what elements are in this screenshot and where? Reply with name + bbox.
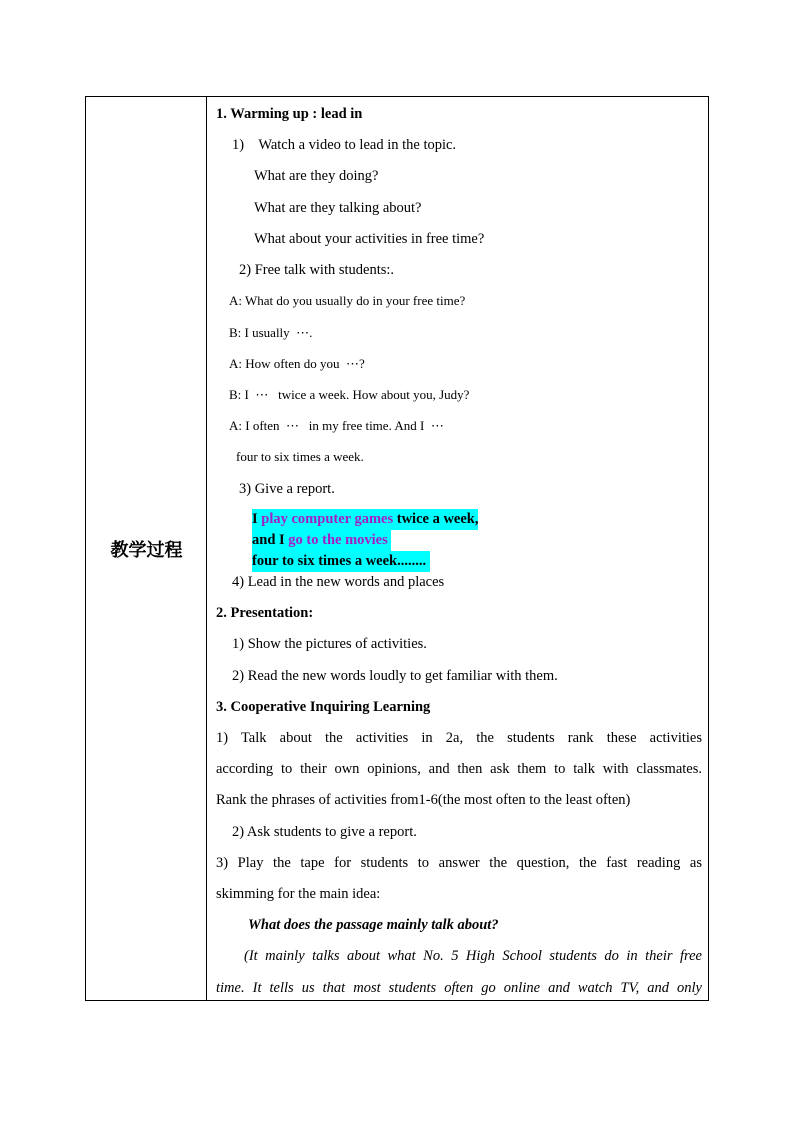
dialogue-line: A: I often ⋯ in my free time. And I ⋯ xyxy=(229,418,444,433)
dialogue-line: A: What do you usually do in your free time? xyxy=(229,293,466,308)
dialogue-line: four to six times a week. xyxy=(236,449,364,464)
presentation-step-2: 2) Read the new words loudly to get familiar with them. xyxy=(232,668,558,684)
warmup-step-2: 2) Free talk with students:. xyxy=(239,262,395,278)
dialogue-line: A: How often do you ⋯? xyxy=(229,356,365,371)
question-line: What are they talking about? xyxy=(254,200,422,216)
report-highlight xyxy=(252,509,478,572)
paragraph-line: 1) Talk about the activities in 2a, the students rank these activities xyxy=(216,730,702,746)
warmup-step-3: 3) Give a report. xyxy=(239,481,335,497)
answer-line: (It mainly talks about what No. 5 High School students do in their free xyxy=(244,948,702,964)
warmup-step-1: 1) Watch a video to lead in the topic. xyxy=(232,137,457,153)
cooperative-heading: 3. Cooperative Inquiring Learning xyxy=(216,699,431,715)
report-line-1: I play computer games twice a week, xyxy=(252,509,478,530)
report-line-2: and I go to the movies xyxy=(252,530,391,551)
paragraph-line: Rank the phrases of activities from1-6(the most often to the least often) xyxy=(216,792,631,808)
dialogue-line: B: I ⋯ twice a week. How about you, Judy? xyxy=(229,387,470,402)
answer-line: time. It tells us that most students often go online and watch TV, and only xyxy=(216,980,702,996)
warming-up-heading: 1. Warming up : lead in xyxy=(216,106,363,122)
cooperative-step-2: 2) Ask students to give a report. xyxy=(232,824,417,840)
question-line: What about your activities in free time? xyxy=(254,231,485,247)
paragraph-line: skimming for the main idea: xyxy=(216,886,381,902)
section-label: 教学过程 xyxy=(110,540,183,561)
main-idea-question: What does the passage mainly talk about? xyxy=(248,917,499,933)
presentation-step-1: 1) Show the pictures of activities. xyxy=(232,636,427,652)
section-label-cell xyxy=(86,97,207,1000)
presentation-heading: 2. Presentation: xyxy=(216,605,314,621)
warmup-step-4: 4) Lead in the new words and places xyxy=(232,574,445,590)
question-line: What are they doing? xyxy=(254,168,379,184)
lesson-table xyxy=(85,96,709,1001)
paragraph-line: according to their own opinions, and then ask them to talk with classmates. xyxy=(216,761,702,777)
report-line-3: four to six times a week........ xyxy=(252,551,430,572)
teaching-process-cell xyxy=(207,97,708,1000)
paragraph-line: 3) Play the tape for students to answer the question, the fast reading as xyxy=(216,855,702,871)
dialogue-line: B: I usually ⋯. xyxy=(229,325,313,340)
